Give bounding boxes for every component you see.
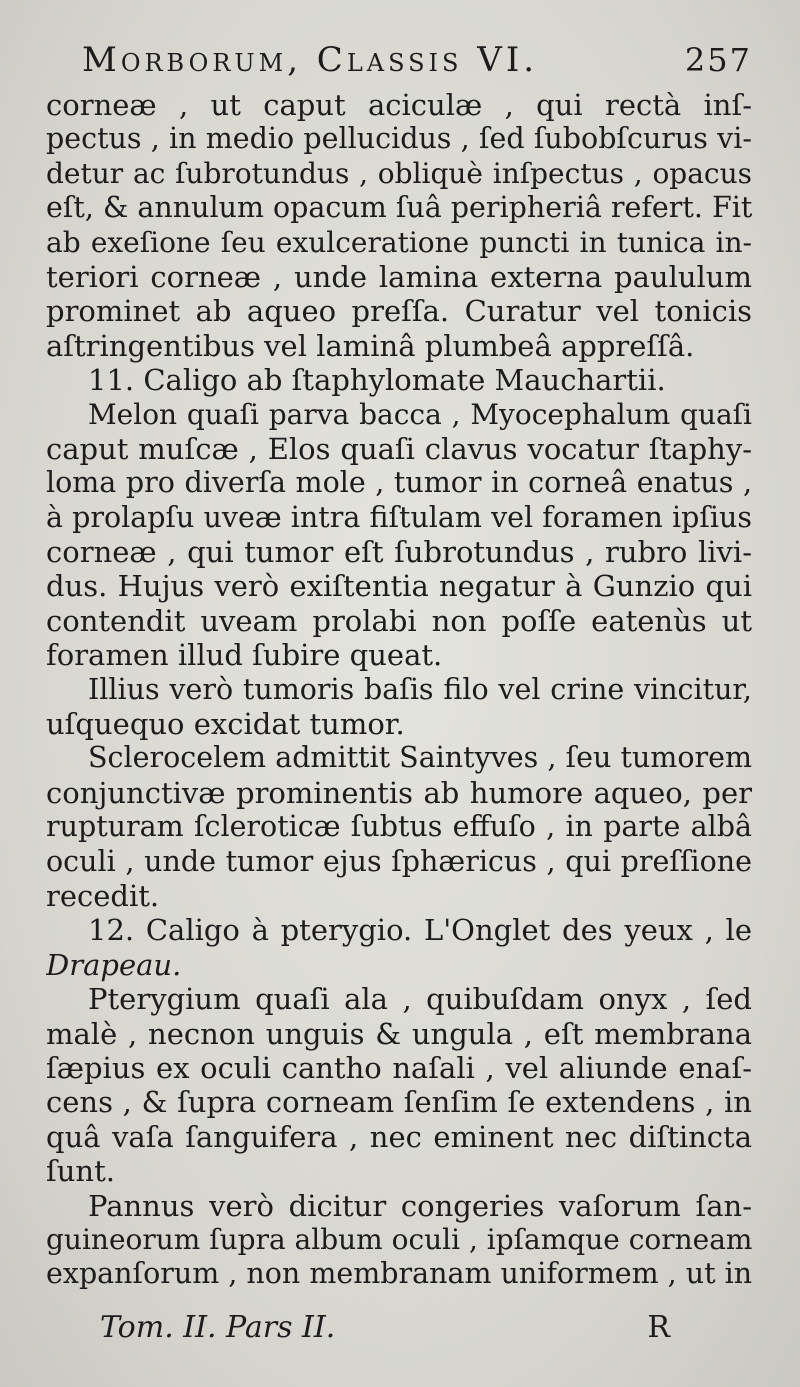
text-line: cens , & ſupra corneam ſenſim ſe extendens , in xyxy=(46,1085,752,1120)
text-line: corneæ , ut caput aciculæ , qui rectà inſ- xyxy=(46,88,752,122)
text-line: quâ vaſa ſanguifera , nec eminent nec diſtincta xyxy=(46,1119,752,1154)
page-footer xyxy=(100,1310,670,1345)
section-heading: Drapeau. xyxy=(46,947,182,982)
text-line: prominet ab aqueo preſſa. Curatur vel tonicis xyxy=(46,294,752,329)
text-line: eſt, & annulum opacum ſuâ peripheriâ refert. Fit xyxy=(46,191,752,225)
text-line: rupturam ſcleroticæ ſubtus effuſo , in parte albâ xyxy=(46,810,752,844)
text-line: ſæpius ex oculi cantho naſali , vel aliunde enaſ- xyxy=(46,1050,752,1085)
text-line: Pterygium quaſi ala , quibuſdam onyx , ſed xyxy=(88,982,752,1017)
text-line: guineorum ſupra album oculi , ipſamque corneam xyxy=(46,1222,752,1256)
text-line: contendit uveam prolabi non poſſe eatenùs ut xyxy=(46,603,752,638)
signature-mark: R xyxy=(647,1310,670,1345)
text-line: ſunt. xyxy=(46,1154,115,1189)
text-line: recedit. xyxy=(46,878,160,913)
page-number: 257 xyxy=(684,41,752,79)
volume-note: Tom. II. Pars II. xyxy=(100,1310,336,1345)
text-line: conjunctivæ prominentis ab humore aqueo, per xyxy=(46,775,752,810)
text-line: foramen illud ſubire queat. xyxy=(46,638,443,673)
text-line: à prolapſu uveæ intra fiſtulam vel foramen ipſius xyxy=(46,500,752,534)
text-line: dus. Hujus verò exiſtentia negatur à Gunzio qui xyxy=(46,569,752,604)
text-line: expanſorum , non membranam uniformem , ut in xyxy=(46,1257,752,1291)
text-line: pectus , in medio pellucidus , ſed ſubobſcurus vi- xyxy=(46,122,752,156)
text-line: ab exeſione ſeu exulceratione puncti in tunica in- xyxy=(46,225,752,259)
text-line: Illius verò tumoris baſis filo vel crine vincitur, xyxy=(88,672,752,706)
page-body xyxy=(46,88,752,1292)
text-line: Melon quaſi parva bacca , Myocephalum quaſi xyxy=(88,397,752,431)
running-title: Morborum, Classis VI. xyxy=(82,40,539,80)
section-heading: 11. Caligo ab ſtaphylomate Mauchartii. xyxy=(88,363,666,398)
section-heading: 12. Caligo à pterygio. L'Onglet des yeux , le xyxy=(88,913,752,948)
text-line: Sclerocelem admittit Saintyves , ſeu tumorem xyxy=(88,741,752,775)
text-line: Pannus verò dicitur congeries vaſorum ſan- xyxy=(88,1188,752,1223)
text-line: aſtringentibus vel laminâ plumbeâ appreſſâ. xyxy=(46,328,695,363)
text-line: malè , necnon unguis & ungula , eſt membrana xyxy=(46,1016,752,1051)
text-line: loma pro diverſa mole , tumor in corneâ enatus , xyxy=(46,466,752,500)
text-line: corneæ , qui tumor eſt ſubrotundus , rubro livi- xyxy=(46,535,752,570)
text-line: detur ac ſubrotundus , obliquè inſpectus , opacus xyxy=(46,156,752,190)
text-line: oculi , unde tumor ejus ſphæricus , qui preſſione xyxy=(46,844,752,878)
text-line: teriori corneæ , unde lamina externa paululum xyxy=(46,259,752,294)
running-header xyxy=(82,40,752,88)
text-line: caput muſcæ , Elos quaſi clavus vocatur ſtaphy- xyxy=(46,431,752,466)
text-line: uſquequo excidat tumor. xyxy=(46,707,405,742)
